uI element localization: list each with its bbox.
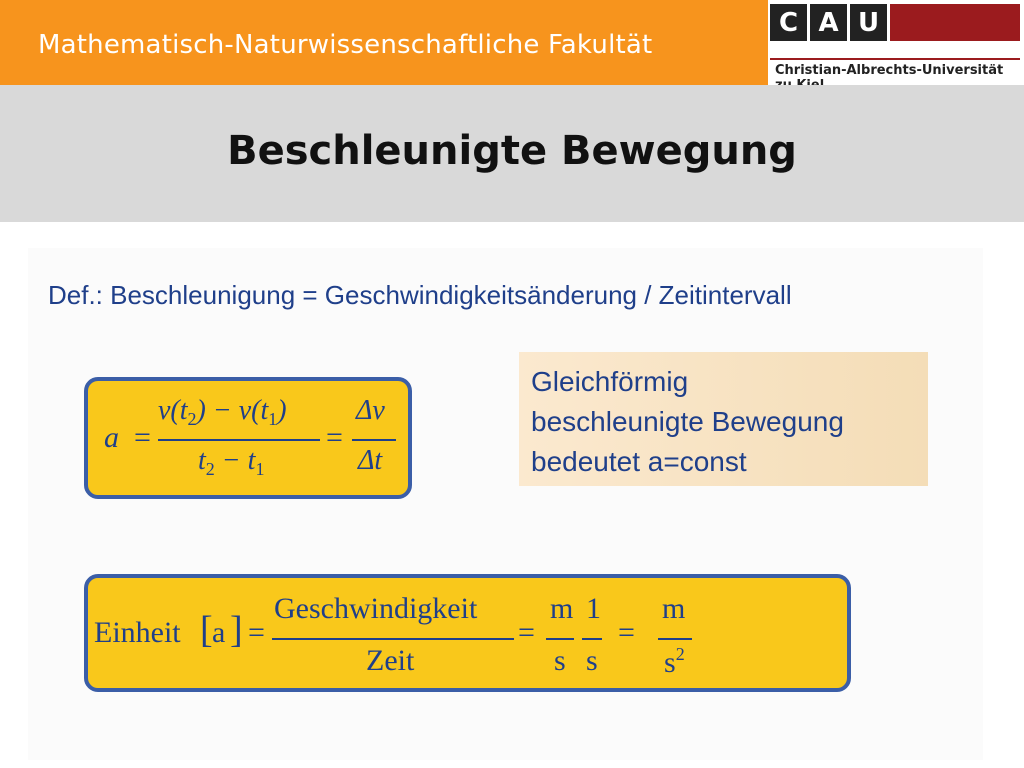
second-unit: s xyxy=(554,644,566,677)
logo-letter-c: C xyxy=(770,4,807,41)
equals-sign: = xyxy=(518,616,535,649)
unit-formula xyxy=(84,574,851,692)
unit-denominator: Zeit xyxy=(366,644,415,677)
logo-letter-u: U xyxy=(850,4,887,41)
header-bar xyxy=(0,0,768,85)
note-line-3: bedeutet a=const xyxy=(531,446,747,477)
equals-sign: = xyxy=(326,421,343,454)
bracket-close: ] xyxy=(230,609,243,651)
formula-numerator: $v(t_2) - v(t_1)$ xyxy=(158,395,287,429)
equals-sign: = xyxy=(134,421,151,454)
note-line-2: beschleunigte Bewegung xyxy=(531,406,844,437)
university-name: Christian-Albrechts-Universität xyxy=(775,63,1004,78)
faculty-name: Mathematisch-Naturwissenschaftliche Fakultät xyxy=(38,30,653,60)
unit-numerator: Geschwindigkeit xyxy=(274,592,478,625)
one-numerator: 1 xyxy=(586,592,601,625)
note-line-1: Gleichförmig xyxy=(531,366,689,397)
fraction-bar xyxy=(658,638,692,640)
delta-v: Δv xyxy=(356,395,385,426)
formula-denominator: $t_2 - t_1$ xyxy=(198,445,265,479)
einheit-label: Einheit xyxy=(94,616,181,649)
unit-variable: a xyxy=(212,616,226,649)
fraction-bar xyxy=(158,439,320,441)
definition-text: Def.: Beschleunigung = Geschwindigkeitsänderung / Zeitintervall xyxy=(48,280,792,310)
fraction-bar xyxy=(272,638,514,640)
acceleration-formula xyxy=(84,377,412,499)
formula-lhs: a xyxy=(104,421,119,454)
logo-letter-a: A xyxy=(810,4,847,41)
fraction-bar xyxy=(546,638,574,640)
logo-red-bar xyxy=(890,4,1020,41)
slide-title: Beschleunigte Bewegung xyxy=(227,128,797,174)
delta-t: Δt xyxy=(358,445,383,476)
equals-sign: = xyxy=(618,616,635,649)
logo-divider xyxy=(770,58,1020,60)
second-unit: s xyxy=(586,644,598,677)
fraction-bar xyxy=(352,439,396,441)
fraction-bar xyxy=(582,638,602,640)
bracket-open: [ xyxy=(200,609,213,651)
equals-sign: = xyxy=(248,616,265,649)
cau-logo-letters xyxy=(770,4,1020,41)
meter-unit: m xyxy=(550,592,574,625)
meter-unit: m xyxy=(662,592,686,625)
note-box xyxy=(519,352,928,486)
second-squared-unit: $s^2$ xyxy=(664,644,685,679)
